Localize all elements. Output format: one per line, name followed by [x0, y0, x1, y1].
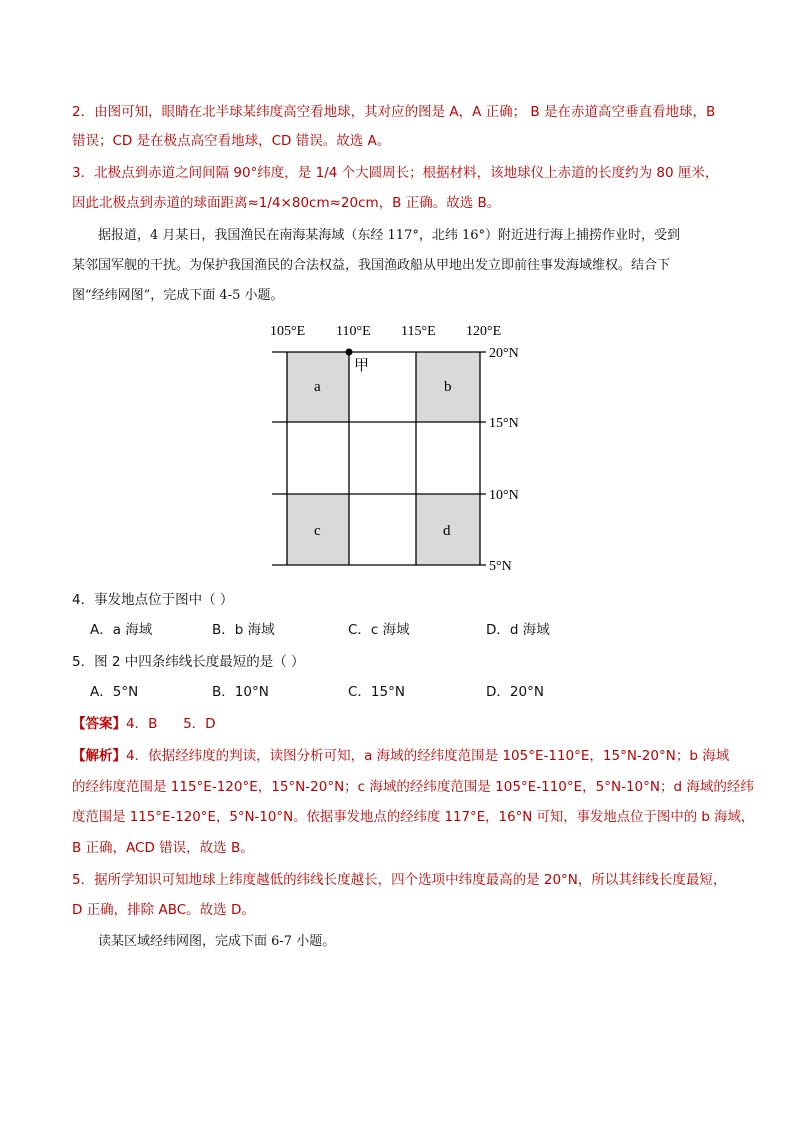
lon-label-115: 115°E: [401, 324, 436, 339]
analysis-line5: 5．据所学知识可知地球上纬度越低的纬线长度越长，四个选项中纬度最高的是 20°N，所以其纬线长度最短，: [72, 872, 727, 888]
q4-option-a[interactable]: A．a 海域: [90, 622, 153, 638]
q2-analysis-line1: 2．由图可知，眼睛在北半球某纬度高空看地球，其对应的图是 A，A 正确； B 是在赤道高空垂直看地球，B: [72, 104, 716, 120]
region-a-label: a: [314, 379, 321, 395]
material-line2: 某邻国军舰的干扰。为保护我国渔民的合法权益，我国渔政船从甲地出发立即前往事发海域维权。结合下: [72, 258, 671, 273]
analysis-line4: B 正确，ACD 错误，故选 B。: [72, 840, 254, 856]
q4-option-b[interactable]: B．b 海域: [212, 622, 275, 638]
q4-stem: 4．事发地点位于图中（ ）: [72, 592, 234, 608]
analysis-line2: 的经纬度范围是 115°E-120°E，15°N-20°N；c 海域的经纬度范围是 105°E-110°E，5°N-10°N；d 海域的经纬: [72, 779, 754, 795]
lat-label-5: 5°N: [489, 559, 512, 574]
q5-option-c[interactable]: C．15°N: [348, 684, 405, 700]
q5-option-d[interactable]: D．20°N: [486, 684, 544, 700]
lat-label-15: 15°N: [489, 416, 519, 431]
material-line3: 图“经纬网图”，完成下面 4-5 小题。: [72, 288, 284, 303]
q5-option-a[interactable]: A．5°N: [90, 684, 139, 700]
lon-label-120: 120°E: [466, 324, 502, 339]
lon-label-110: 110°E: [336, 324, 371, 339]
analysis-line1: 4．依据经纬度的判读，读图分析可知，a 海域的经纬度范围是 105°E-110°E，15°N-20°N；b 海域: [126, 748, 730, 764]
lat-lon-grid-figure: [250, 318, 540, 580]
q3-analysis-line1: 3．北极点到赤道之间间隔 90°纬度，是 1/4 个大圆周长；根据材料，该地球仪上赤道的长度约为 80 厘米，: [72, 165, 719, 181]
q4-option-c[interactable]: C．c 海域: [348, 622, 410, 638]
region-b-label: b: [444, 379, 452, 395]
q5-stem: 5．图 2 中四条纬线长度最短的是（ ）: [72, 654, 305, 670]
material-line1: 据报道，4 月某日，我国渔民在南海某海域（东经 117°，北纬 16°）附近进行海上捕捞作业时，受到: [98, 228, 681, 243]
region-c-label: c: [314, 523, 321, 539]
lat-label-10: 10°N: [489, 488, 519, 503]
next-material-line: 读某区域经纬网图，完成下面 6-7 小题。: [98, 934, 336, 949]
analysis-line6: D 正确，排除 ABC。故选 D。: [72, 902, 255, 918]
analysis-line1-row: [72, 746, 729, 766]
q5-option-b[interactable]: B．10°N: [212, 684, 269, 700]
analysis-label: 【解析】: [72, 748, 126, 764]
answer-row: [72, 714, 216, 734]
point-jia-label: 甲: [354, 356, 370, 374]
answer-label: 【答案】: [72, 716, 126, 732]
answer-text: 4．B 5．D: [126, 716, 216, 732]
q4-option-d[interactable]: D．d 海域: [486, 622, 550, 638]
q3-analysis-line2: 因此北极点到赤道的球面距离≈1/4×80cm≈20cm，B 正确。故选 B。: [72, 195, 501, 211]
lat-label-20: 20°N: [489, 346, 519, 361]
lon-label-105: 105°E: [270, 324, 306, 339]
q2-analysis-line2: 错误；CD 是在极点高空看地球，CD 错误。故选 A。: [72, 133, 391, 149]
point-jia-marker: [346, 349, 353, 356]
region-d-label: d: [443, 523, 451, 539]
analysis-line3: 度范围是 115°E-120°E，5°N-10°N。依据事发地点的经纬度 117°E，16°N 可知，事发地点位于图中的 b 海域，: [72, 809, 755, 825]
